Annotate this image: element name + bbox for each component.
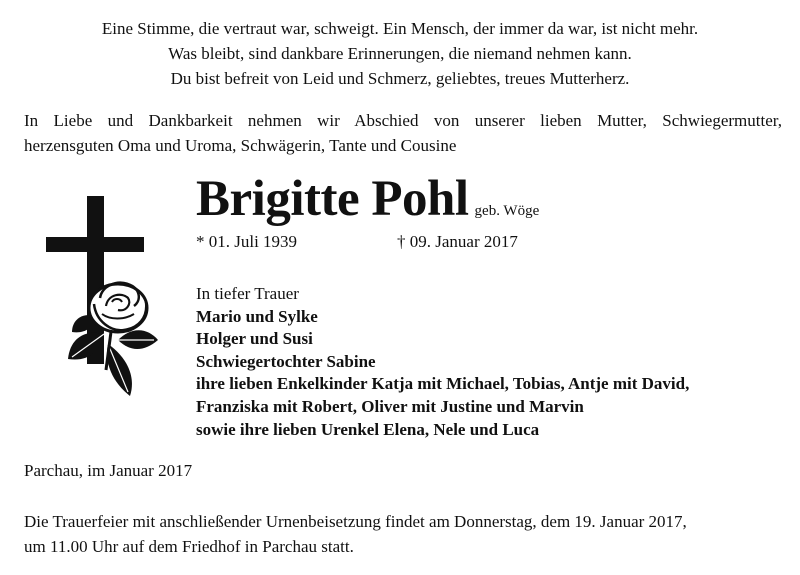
mourner-line: Franziska mit Robert, Oliver mit Justine und Marvin (196, 396, 584, 416)
intro-line: In Liebe und Dankbarkeit nehmen wir Abschied von unserer lieben Mutter, Schwiegermutter, (24, 111, 782, 130)
poem-line: Du bist befreit von Leid und Schmerz, geliebtes, treues Mutterherz. (170, 69, 630, 88)
poem-line: Was bleibt, sind dankbare Erinnerungen, die niemand nehmen kann. (168, 44, 632, 63)
cross-with-rose-icon (44, 194, 162, 400)
death-date: † 09. Januar 2017 (397, 232, 518, 251)
mourners-list (196, 283, 689, 441)
mourner-line: Holger und Susi (196, 329, 313, 349)
funeral-service-info (24, 509, 782, 559)
intro-line: herzensguten Oma und Uroma, Schwägerin, Tante und Cousine (24, 136, 457, 155)
place-date: Parchau, im Januar 2017 (24, 461, 193, 480)
mourner-line: Mario und Sylke (196, 306, 318, 326)
life-dates (196, 232, 518, 252)
mourners-heading: In tiefer Trauer (196, 284, 299, 303)
mourner-line: Schwiegertochter Sabine (196, 351, 376, 371)
mourner-line: ihre lieben Enkelkinder Katja mit Michael, Tobias, Antje mit David, (196, 374, 690, 394)
service-line: um 11.00 Uhr auf dem Friedhof in Parchau statt. (24, 537, 354, 556)
maiden-name: geb. Wöge (474, 203, 540, 219)
mourner-line: sowie ihre lieben Urenkel Elena, Nele und Luca (196, 419, 540, 439)
birth-date: * 01. Juli 1939 (196, 232, 298, 251)
poem-line: Eine Stimme, die vertraut war, schweigt. Ein Mensch, der immer da war, ist nicht mehr. (101, 19, 699, 38)
deceased-name-row (196, 167, 539, 231)
service-line: Die Trauerfeier mit anschließender Urnenbeisetzung findet am Donnerstag, dem 19. Januar 2017, (24, 512, 687, 531)
deceased-name: Brigitte Pohl (196, 171, 469, 227)
intro-text (24, 108, 782, 158)
poem (0, 16, 800, 91)
